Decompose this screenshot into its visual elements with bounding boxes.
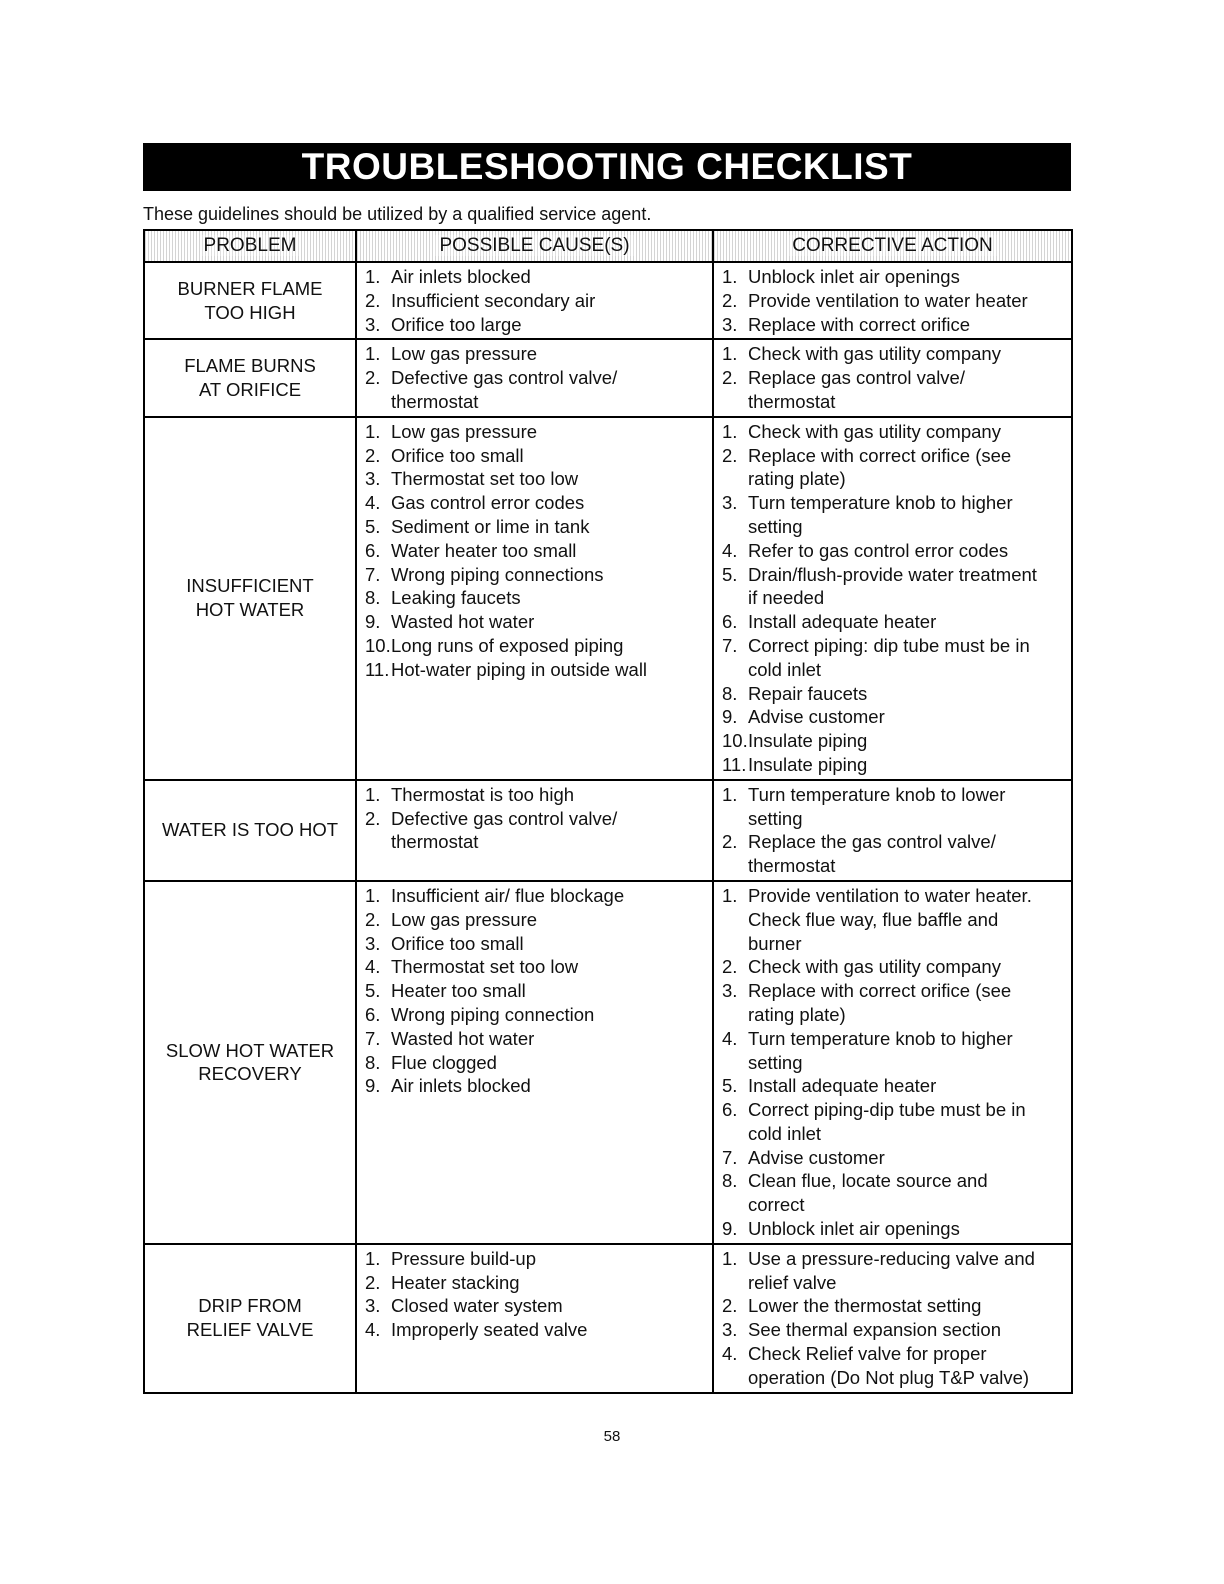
cause-item-number: 1. xyxy=(365,783,381,805)
cause-item xyxy=(365,342,706,366)
action-item-number: 1. xyxy=(722,783,738,805)
cause-item-text: Wrong piping connections xyxy=(391,563,604,585)
action-item xyxy=(722,420,1065,444)
action-item-text: Insulate piping xyxy=(748,730,868,752)
cause-item xyxy=(365,932,706,956)
action-item-text: Provide ventilation to water heater. Check flue way, flue baffle and burner xyxy=(748,884,1032,954)
header-problem-label: PROBLEM xyxy=(200,235,301,256)
cause-item-text: Improperly seated valve xyxy=(391,1319,588,1341)
action-item-number: 7. xyxy=(722,1146,738,1168)
cause-item xyxy=(365,1271,706,1295)
action-item-text: Install adequate heater xyxy=(748,1075,937,1097)
action-cell xyxy=(713,262,1072,339)
action-item-text: Unblock inlet air openings xyxy=(748,1218,960,1240)
action-item xyxy=(722,705,1065,729)
cause-item-text: Low gas pressure xyxy=(391,420,538,442)
cause-item-number: 6. xyxy=(365,1003,381,1025)
action-item xyxy=(722,1247,1065,1295)
cause-item xyxy=(365,444,706,468)
table-row xyxy=(144,881,1072,1244)
action-item-text: Turn temperature knob to higher setting xyxy=(748,1027,1013,1073)
cause-item xyxy=(365,1074,706,1098)
cause-item-text: Defective gas control valve/ thermostat xyxy=(391,367,618,412)
problem-label: SLOW HOT WATER RECOVERY xyxy=(165,1039,335,1085)
cause-item xyxy=(365,1294,706,1318)
action-item xyxy=(722,753,1065,777)
action-item-text: Check with gas utility company xyxy=(748,420,1001,442)
page-title: TROUBLESHOOTING CHECKLIST xyxy=(143,143,1071,191)
cause-item xyxy=(365,634,706,658)
cause-cell xyxy=(356,780,713,881)
cause-item-text: Hot-water piping in outside wall xyxy=(391,658,648,680)
action-item-text: Use a pressure-reducing valve and relief valve xyxy=(748,1247,1035,1293)
table-header-row xyxy=(144,230,1072,262)
header-action-label: CORRECTIVE ACTION xyxy=(788,235,997,256)
action-item-number: 9. xyxy=(722,1218,738,1240)
cause-item-number: 2. xyxy=(365,1271,381,1293)
cause-item-text: Insufficient secondary air xyxy=(391,289,596,311)
cause-item-text: Air inlets blocked xyxy=(391,266,531,287)
cause-item-number: 11. xyxy=(365,658,390,680)
action-item xyxy=(722,830,1065,878)
action-item-number: 2. xyxy=(722,289,738,311)
action-item-number: 1. xyxy=(722,343,738,365)
action-item-number: 1. xyxy=(722,1247,738,1269)
cause-item xyxy=(365,908,706,932)
cause-item-text: Orifice too small xyxy=(391,932,524,954)
action-cell xyxy=(713,1244,1072,1393)
action-item-text: Check with gas utility company xyxy=(748,343,1001,365)
header-problem xyxy=(144,230,356,262)
action-item-text: Replace with correct orifice (see rating plate) xyxy=(748,980,1012,1025)
action-item xyxy=(722,342,1065,366)
problem-cell xyxy=(144,881,356,1244)
action-item-text: Provide ventilation to water heater xyxy=(748,289,1028,311)
action-item xyxy=(722,1074,1065,1098)
cause-item xyxy=(365,979,706,1003)
action-item-text: Drain/flush-provide water treatment if needed xyxy=(748,563,1037,609)
action-item-text: Correct piping: dip tube must be in cold inlet xyxy=(748,634,1030,680)
cause-item-number: 9. xyxy=(365,611,381,633)
action-item-number: 3. xyxy=(722,980,738,1002)
cause-list xyxy=(365,884,706,1098)
cause-item-number: 2. xyxy=(365,367,381,389)
action-item-text: Replace the gas control valve/ thermostat xyxy=(748,831,996,877)
action-list xyxy=(722,1247,1065,1390)
action-item-number: 8. xyxy=(722,682,738,704)
cause-item-number: 10. xyxy=(365,634,391,656)
action-item-number: 8. xyxy=(722,1170,738,1192)
action-item-text: Check Relief valve for proper operation (Do Not plug T&P valve) xyxy=(748,1343,1030,1388)
cause-item-number: 1. xyxy=(365,343,381,365)
cause-item-number: 1. xyxy=(365,266,381,287)
cause-list xyxy=(365,420,706,682)
action-cell xyxy=(713,339,1072,416)
action-item xyxy=(722,783,1065,831)
cause-item-number: 2. xyxy=(365,908,381,930)
cause-item-number: 8. xyxy=(365,1051,381,1073)
action-list xyxy=(722,884,1065,1241)
table-row xyxy=(144,1244,1072,1393)
page-subtitle: These guidelines should be utilized by a qualified service agent. xyxy=(143,204,652,224)
action-item-number: 3. xyxy=(722,313,738,335)
cause-item-number: 9. xyxy=(365,1075,381,1097)
problem-label: FLAME BURNS AT ORIFICE xyxy=(184,355,316,401)
cause-item xyxy=(365,1247,706,1271)
action-item-text: Clean flue, locate source and correct xyxy=(748,1170,988,1216)
cause-item-text: Pressure build-up xyxy=(391,1247,536,1269)
header-cause-label: POSSIBLE CAUSE(S) xyxy=(435,235,633,256)
cause-cell xyxy=(356,1244,713,1393)
table-row xyxy=(144,262,1072,339)
action-item xyxy=(722,289,1065,313)
cause-item-number: 5. xyxy=(365,980,381,1002)
action-item xyxy=(722,313,1065,337)
action-item-text: Replace with correct orifice (see rating plate) xyxy=(748,444,1012,490)
cause-item-number: 8. xyxy=(365,587,381,609)
cause-item-text: Wrong piping connection xyxy=(391,1003,595,1025)
cause-item-number: 2. xyxy=(365,289,381,311)
action-item xyxy=(722,610,1065,634)
problem-cell xyxy=(144,780,356,881)
action-item-number: 2. xyxy=(722,956,738,978)
problem-cell xyxy=(144,1244,356,1393)
action-item-number: 4. xyxy=(722,1343,738,1365)
action-item-text: Correct piping-dip tube must be in cold inlet xyxy=(748,1099,1026,1144)
cause-list xyxy=(365,1247,706,1342)
action-item xyxy=(722,1169,1065,1217)
action-item-number: 10. xyxy=(722,730,748,752)
problem-label: WATER IS TOO HOT xyxy=(161,819,339,841)
cause-item-number: 1. xyxy=(365,1247,381,1269)
cause-item-number: 4. xyxy=(365,1319,381,1341)
action-item xyxy=(722,884,1065,955)
action-item-text: Replace with correct orifice xyxy=(748,313,971,335)
action-item xyxy=(722,265,1065,289)
cause-item-number: 1. xyxy=(365,884,381,906)
cause-item xyxy=(365,884,706,908)
action-item-number: 11. xyxy=(722,753,747,775)
action-item xyxy=(722,1318,1065,1342)
cause-cell xyxy=(356,339,713,416)
cause-cell xyxy=(356,417,713,780)
cause-item-number: 3. xyxy=(365,468,381,490)
troubleshooting-table xyxy=(143,229,1073,1394)
cause-item-text: Orifice too small xyxy=(391,444,524,466)
cause-item-text: Heater too small xyxy=(391,980,526,1002)
table-row xyxy=(144,417,1072,780)
cause-item-number: 4. xyxy=(365,956,381,978)
cause-item-text: Closed water system xyxy=(391,1295,563,1317)
action-item-number: 6. xyxy=(722,611,738,633)
cause-item-text: Gas control error codes xyxy=(391,492,585,514)
action-item xyxy=(722,491,1065,539)
cause-item xyxy=(365,515,706,539)
action-item xyxy=(722,1342,1065,1390)
action-item-number: 4. xyxy=(722,1027,738,1049)
problem-cell xyxy=(144,339,356,416)
cause-item-text: Long runs of exposed piping xyxy=(391,634,624,656)
action-item xyxy=(722,1098,1065,1146)
cause-item-text: Air inlets blocked xyxy=(391,1075,531,1097)
action-item-number: 5. xyxy=(722,1075,738,1097)
action-item xyxy=(722,729,1065,753)
action-item-text: Check with gas utility company xyxy=(748,956,1001,978)
table-row xyxy=(144,780,1072,881)
cause-item-number: 4. xyxy=(365,492,381,514)
action-list xyxy=(722,420,1065,777)
problem-label: INSUFFICIENT HOT WATER xyxy=(186,575,314,621)
cause-cell xyxy=(356,262,713,339)
action-item-number: 2. xyxy=(722,831,738,853)
cause-item xyxy=(365,289,706,313)
cause-item-text: Defective gas control valve/ thermostat xyxy=(391,807,618,853)
action-item-number: 2. xyxy=(722,367,738,389)
cause-list xyxy=(365,265,706,336)
cause-item xyxy=(365,539,706,563)
action-item-text: Replace gas control valve/ thermostat xyxy=(748,367,965,412)
cause-item-text: Thermostat set too low xyxy=(391,956,579,978)
action-item-number: 2. xyxy=(722,444,738,466)
cause-item xyxy=(365,1027,706,1051)
action-item-number: 3. xyxy=(722,1319,738,1341)
action-item xyxy=(722,444,1065,492)
cause-item-text: Low gas pressure xyxy=(391,908,538,930)
action-item xyxy=(722,1217,1065,1241)
cause-item-text: Heater stacking xyxy=(391,1271,520,1293)
cause-item-number: 2. xyxy=(365,807,381,829)
action-item xyxy=(722,682,1065,706)
action-list xyxy=(722,265,1065,336)
cause-item xyxy=(365,586,706,610)
cause-item-number: 1. xyxy=(365,420,381,442)
cause-item-text: Water heater too small xyxy=(391,539,577,561)
action-item-number: 2. xyxy=(722,1295,738,1317)
action-item-number: 1. xyxy=(722,420,738,442)
action-item-text: Insulate piping xyxy=(748,753,868,775)
cause-item xyxy=(365,265,706,289)
action-item-number: 7. xyxy=(722,634,738,656)
action-item-number: 4. xyxy=(722,539,738,561)
action-item xyxy=(722,979,1065,1027)
cause-item-text: Low gas pressure xyxy=(391,343,538,365)
cause-item-number: 7. xyxy=(365,563,381,585)
problem-label: DRIP FROM RELIEF VALVE xyxy=(186,1295,314,1341)
cause-item-number: 3. xyxy=(365,1295,381,1317)
cause-item xyxy=(365,467,706,491)
action-item-text: Turn temperature knob to higher setting xyxy=(748,492,1013,537)
action-item-text: Refer to gas control error codes xyxy=(748,539,1009,561)
action-item xyxy=(722,539,1065,563)
cause-item-text: Flue clogged xyxy=(391,1051,497,1073)
cause-item-number: 5. xyxy=(365,515,381,537)
cause-item-text: Thermostat is too high xyxy=(391,783,575,805)
action-list xyxy=(722,342,1065,413)
cause-item-text: Sediment or lime in tank xyxy=(391,515,590,537)
action-cell xyxy=(713,417,1072,780)
action-item xyxy=(722,1027,1065,1075)
header-possible-causes xyxy=(356,230,713,262)
action-item-number: 6. xyxy=(722,1099,738,1121)
action-item xyxy=(722,366,1065,414)
action-item-text: See thermal expansion section xyxy=(748,1319,1001,1341)
cause-item xyxy=(365,1318,706,1342)
cause-item xyxy=(365,563,706,587)
cause-item xyxy=(365,491,706,515)
cause-item xyxy=(365,783,706,807)
cause-item xyxy=(365,1003,706,1027)
cause-item-text: Wasted hot water xyxy=(391,611,535,633)
action-item-text: Install adequate heater xyxy=(748,611,937,633)
action-item-text: Unblock inlet air openings xyxy=(748,266,960,287)
cause-item-text: Leaking faucets xyxy=(391,587,521,609)
action-item xyxy=(722,1294,1065,1318)
problem-cell xyxy=(144,262,356,339)
cause-item-text: Wasted hot water xyxy=(391,1027,535,1049)
cause-item xyxy=(365,1051,706,1075)
action-item-text: Advise customer xyxy=(748,1146,885,1168)
action-item-number: 5. xyxy=(722,563,738,585)
action-item-number: 1. xyxy=(722,884,738,906)
action-item xyxy=(722,1146,1065,1170)
action-item xyxy=(722,955,1065,979)
problem-cell xyxy=(144,417,356,780)
action-item-number: 3. xyxy=(722,492,738,514)
cause-item xyxy=(365,610,706,634)
header-corrective-action xyxy=(713,230,1072,262)
cause-item-number: 6. xyxy=(365,539,381,561)
action-list xyxy=(722,783,1065,878)
cause-item xyxy=(365,420,706,444)
action-item-number: 1. xyxy=(722,266,738,287)
action-item-number: 9. xyxy=(722,706,738,728)
cause-item-text: Insufficient air/ flue blockage xyxy=(391,884,625,906)
action-cell xyxy=(713,780,1072,881)
cause-item-number: 7. xyxy=(365,1027,381,1049)
cause-item-text: Orifice too large xyxy=(391,313,522,335)
page-number: 58 xyxy=(603,1428,621,1445)
cause-cell xyxy=(356,881,713,1244)
cause-list xyxy=(365,783,706,854)
cause-item xyxy=(365,313,706,337)
cause-item xyxy=(365,658,706,682)
cause-item-number: 2. xyxy=(365,444,381,466)
cause-item xyxy=(365,807,706,855)
cause-item xyxy=(365,955,706,979)
action-item-text: Lower the thermostat setting xyxy=(748,1295,982,1317)
action-item xyxy=(722,634,1065,682)
action-item-text: Turn temperature knob to lower setting xyxy=(748,783,1006,829)
action-item-text: Repair faucets xyxy=(748,682,868,704)
cause-item-text: Thermostat set too low xyxy=(391,468,579,490)
table-row xyxy=(144,339,1072,416)
cause-item-number: 3. xyxy=(365,313,381,335)
cause-item xyxy=(365,366,706,414)
action-item xyxy=(722,563,1065,611)
cause-list xyxy=(365,342,706,413)
action-item-text: Advise customer xyxy=(748,706,885,728)
cause-item-number: 3. xyxy=(365,932,381,954)
problem-label: BURNER FLAME TOO HIGH xyxy=(177,277,323,323)
action-cell xyxy=(713,881,1072,1244)
